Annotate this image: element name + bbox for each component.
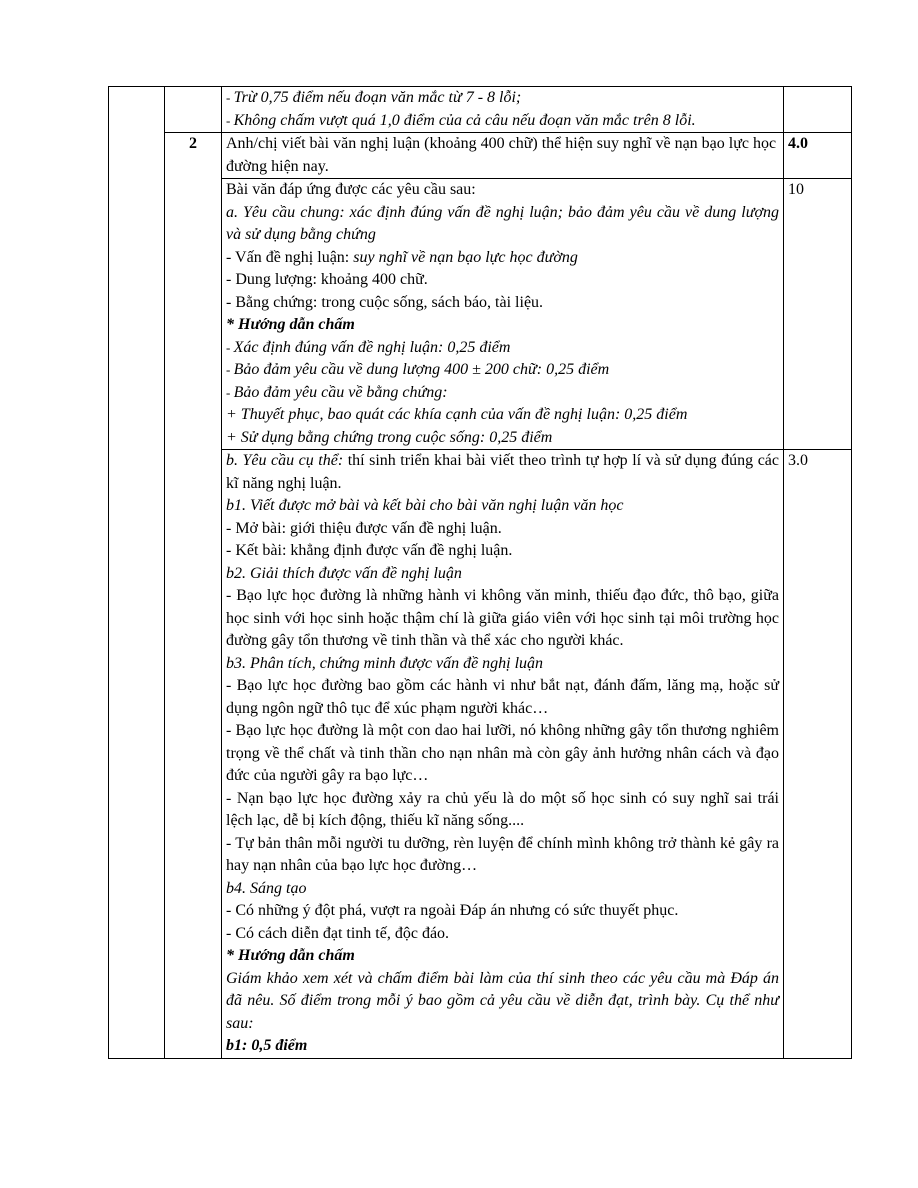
row-question-2 (109, 133, 852, 179)
deduction-line: - Không chấm vượt quá 1,0 điểm của cả câu nếu đoạn văn mắc trên 8 lỗi. (226, 111, 696, 129)
length-line: - Dung lượng: khoảng 400 chữ. (226, 271, 428, 288)
deduction-cell (222, 87, 784, 133)
b4-heading: b4. Sáng tạo (226, 879, 307, 897)
score-cell-empty (784, 87, 852, 133)
evidence-line: - Bằng chứng: trong cuộc sống, sách báo, tài liệu. (226, 293, 544, 311)
b3-line: - Bạo lực học đường bao gồm các hành vi như bắt nạt, đánh đấm, lăng mạ, hoặc sử dụng ngôn ngữ thô tục để xúc phạm người khác… (226, 677, 779, 717)
question-number: 2 (165, 133, 222, 1059)
b3-line: - Nạn bạo lực học đường xảy ra chủ yếu là do một số học sinh có suy nghĩ sai trái lệch lạc, dễ bị kích động, thiếu kĩ năng sống.... (226, 789, 779, 829)
specific-score: 3.0 (784, 450, 852, 1059)
general-requirements-cell (222, 179, 784, 450)
b2-heading: b2. Giải thích được vấn đề nghị luận (226, 564, 462, 582)
b3-line: - Bạo lực học đường là một con dao hai lưỡi, nó không những gây tổn thương nghiêm trọng về thể chất và tinh thần cho nạn nhân mà còn gây ảnh hưởng nhân cách và đạo đức của người gây ra bạo lực… (226, 722, 779, 784)
question-number-cell-empty (165, 87, 222, 133)
plus-line: + Thuyết phục, bao quát các khía cạnh của vấn đề nghị luận: 0,25 điểm (226, 406, 688, 423)
guide-line: - Bảo đảm yêu cầu về dung lượng 400 ± 200 chữ: 0,25 điểm (226, 361, 610, 378)
guide-heading: * Hướng dẫn chấm (226, 316, 355, 333)
row-continuation (109, 87, 852, 133)
issue-line: - Vấn đề nghị luận: suy nghĩ về nạn bạo lực học đường (226, 248, 578, 266)
guide-text: Giám khảo xem xét và chấm điểm bài làm của thí sinh theo các yêu cầu mà Đáp án đã nêu. Số điểm trong mỗi ý bao gồm cả yêu cầu về diễn đạt, trình bày. Cụ thể như sau: (226, 969, 779, 1032)
question-points: 4.0 (784, 133, 852, 179)
b2-line: - Bạo lực học đường là những hành vi không văn minh, thiếu đạo đức, thô bạo, giữa học sinh với học sinh hoặc thậm chí là giữa giáo viên với học sinh tại môi trường học đường gây tổn thương về tinh thần và thể xác cho người khác. (226, 587, 779, 649)
specific-requirements-cell (222, 450, 784, 1059)
general-requirement: a. Yêu cầu chung: xác định đúng vấn đề nghị luận; bảo đảm yêu cầu về dung lượng và sử dụng bằng chứng (226, 203, 779, 243)
b1-line: - Mở bài: giới thiệu được vấn đề nghị luận. (226, 519, 502, 537)
b3-heading: b3. Phân tích, chứng minh được vấn đề nghị luận (226, 654, 544, 672)
guide-heading: * Hướng dẫn chấm (226, 947, 355, 964)
intro-text: Bài văn đáp ứng được các yêu cầu sau: (226, 181, 476, 198)
b1-line: - Kết bài: khẳng định được vấn đề nghị luận. (226, 542, 513, 559)
plus-line: + Sử dụng bằng chứng trong cuộc sống: 0,25 điểm (226, 428, 553, 446)
question-prompt: Anh/chị viết bài văn nghị luận (khoảng 400 chữ) thể hiện suy nghĩ về nạn bạo lực học đường hiện nay. (222, 133, 784, 179)
specific-requirement: b. Yêu cầu cụ thể: thí sinh triển khai bài viết theo trình tự hợp lí và sử dụng đúng các kĩ năng nghị luận. (226, 452, 780, 492)
b3-line: - Tự bản thân mỗi người tu dưỡng, rèn luyện để chính mình không trở thành kẻ gây ra hay nạn nhân của bạo lực học đường… (226, 834, 779, 874)
deduction-line: - Trừ 0,75 điểm nếu đoạn văn mắc từ 7 - 8 lỗi; (226, 89, 522, 106)
b1-points: b1: 0,5 điểm (226, 1037, 308, 1054)
grading-table (108, 86, 852, 1059)
b4-line: - Có cách diễn đạt tinh tế, độc đáo. (226, 924, 450, 942)
b1-heading: b1. Viết được mở bài và kết bài cho bài văn nghị luận văn học (226, 497, 624, 514)
b4-line: - Có những ý đột phá, vượt ra ngoài Đáp án nhưng có sức thuyết phục. (226, 902, 679, 919)
general-score: 10 (784, 179, 852, 450)
section-cell (109, 87, 165, 1059)
guide-line: - Xác định đúng vấn đề nghị luận: 0,25 điểm (226, 338, 511, 356)
guide-line: - Bảo đảm yêu cầu về bằng chứng: (226, 383, 448, 401)
